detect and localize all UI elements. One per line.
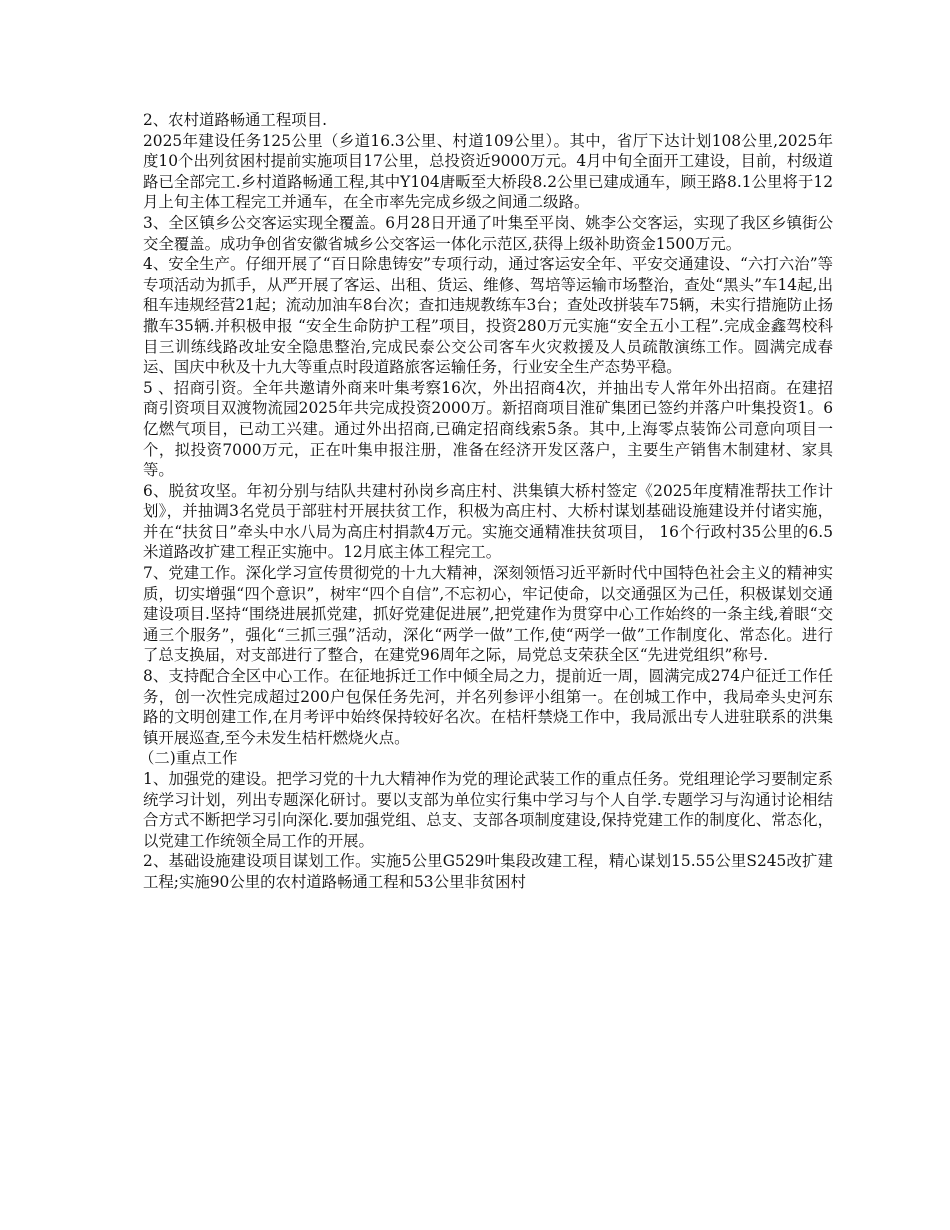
paragraph-central-work: 8、支持配合全区中心工作。在征地拆迁工作中倾全局之力，提前近一周，圆满完成274户征迁工作任务，创一次性完成超过200户包保任务先河，并名列参评小组第一。在创城工作中，我局牵头史河东路的文明创建工作,在月考评中始终保持较好名次。在桔杆禁烧工作中，我局派出专人进驻联系的洪集镇开展巡查,至今未发生桔杆燃烧火点。 xyxy=(143,667,833,747)
paragraph-party-building: 7、党建工作。深化学习宣传贯彻党的十九大精神，深刻领悟习近平新时代中国特色社会主义的精神实质，切实增强“四个意识”，树牢“四个自信”,不忘初心，牢记使命，以交通强区为己任，积极谋划交通建设项目.坚持“围绕进展抓党建，抓好党建促进展”,把党建作为贯穿中心工作始终的一条主线,着眼“交通三个服务”，强化“三抓三强”活动，深化“两学一做”工作,使“两学一做”工作制度化、常态化。进行了总支换届，对支部进行了整合，在建党96周年之际，局党总支荣获全区“先进党组织”称号. xyxy=(143,564,833,665)
paragraph-rural-road-title: 2、农村道路畅通工程项目. xyxy=(143,111,327,129)
paragraph-safety-production: 4、安全生产。仔细开展了“百日除患铸安”专项行动，通过客运安全年、平安交通建设、“六打六治”等专项活动为抓手，从严开展了客运、出租、货运、维修、驾培等运输市场整治，查处“黑头”车14起,出租车违规经营21起；流动加油车8台次；查扣违规教练车3台；查处改拼装车75辆，未实行措施防止扬撒车35辆.并积极申报 “安全生命防护工程”项目，投资280万元实施“安全五小工程”.完成金鑫驾校科目三训练线路改址安全隐患整治,完成民泰公交公司客车火灾救援及人员疏散演练工作。圆满完成春运、国庆中秋及十九大等重点时段道路旅客运输任务，行业安全生产态势平稳。 xyxy=(143,255,833,377)
paragraph-strengthen-party: 1、加强党的建设。把学习党的十九大精神作为党的理论武装工作的重点任务。党组理论学习要制定系统学习计划，列出专题深化研讨。要以支部为单位实行集中学习与个人自学.专题学习与沟通讨论相结合方式不断把学习引向深化.要加强党组、总支、支部各项制度建设,保持党建工作的制度化、常态化，以党建工作统领全局工作的开展。 xyxy=(143,770,833,850)
paragraph-public-transit: 3、全区镇乡公交客运实现全覆盖。6月28日开通了叶集至平岗、姚李公交客运，实现了我区乡镇街公交全覆盖。成功争创省安徽省城乡公交客运一体化示范区,获得上级补助资金1500万元。 xyxy=(143,213,833,253)
document-page xyxy=(139,110,833,893)
paragraph-poverty-alleviation: 6、脱贫攻坚。年初分别与结队共建村孙岗乡高庄村、洪集镇大桥村签定《2025年度精准帮扶工作计划》，并抽调3名党员于部驻村开展扶贫工作，积极为高庄村、大桥村谋划基础设施建设并付诸实施，并在“扶贫日”牵头中水八局为高庄村捐款4万元。实施交通精准扶贫项目， 16个行政村35公里的6.5米道路改扩建工程正实施中。12月底主体工程完工。 xyxy=(143,481,833,562)
section-heading-key-work: （二)重点工作 xyxy=(139,749,238,768)
paragraph-investment: 5 、招商引资。全年共邀请外商来叶集考察16次，外出招商4次，并抽出专人常年外出招商。在建招商引资项目双渡物流园2025年共完成投资2000万。新招商项目淮矿集团已签约并落户叶集投资1。6亿燃气项目，已动工兴建。通过外出招商,已确定招商线索5条。其中,上海零点装饰公司意向项目一个，拟投资7000万元，正在叶集申报注册，准备在经济开发区落户，主要生产销售木制建材、家具等。 xyxy=(143,378,833,480)
paragraph-infrastructure: 2、基础设施建设项目谋划工作。实施5公里G529叶集段改建工程，精心谋划15.55公里S245改扩建工程;实施90公里的农村道路畅通工程和53公里非贫困村 xyxy=(143,852,833,891)
paragraph-rural-road-details: 2025年建设任务125公里（乡道16.3公里、村道109公里）。其中，省厅下达计划108公里,2025年度10个出列贫困村提前实施项目17公里，总投资近9000万元。4月中旬全面开工建设，目前，村级道路已全部完工.乡村道路畅通工程,其中Y104唐畈至大桥段8.2公里已建成通车，顾王路8.1公里将于12月上旬主体工程完工并通车，在全市率先完成乡级之间通二级路。 xyxy=(143,131,833,212)
